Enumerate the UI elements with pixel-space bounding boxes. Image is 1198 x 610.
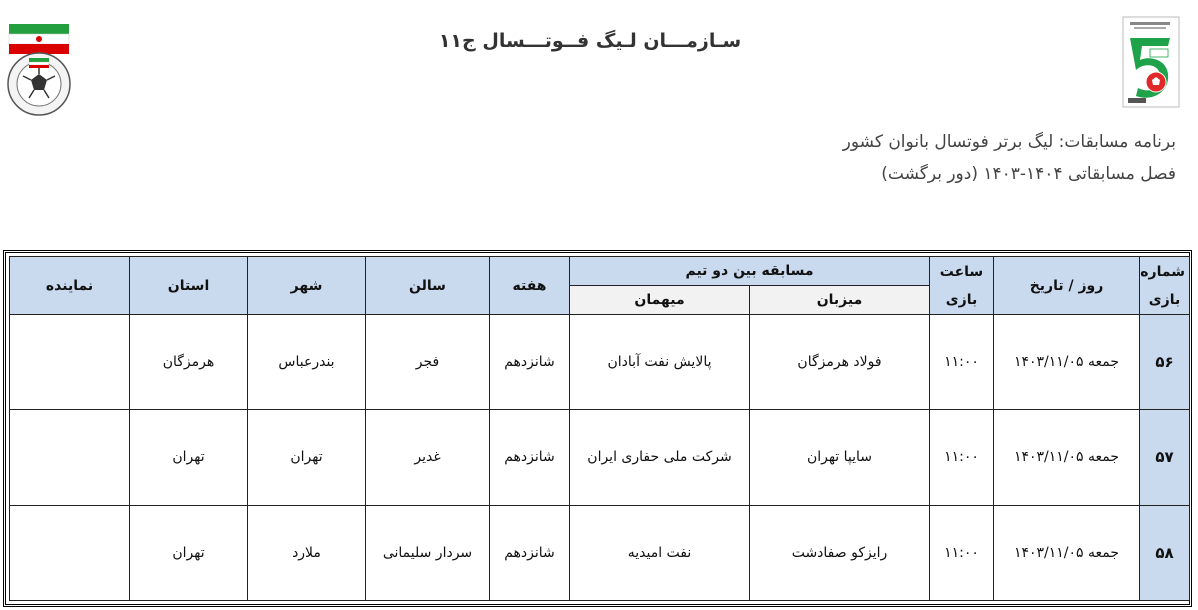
representative [10,505,130,600]
game-date: جمعه ۱۴۰۳/۱۱/۰۵ [994,410,1140,505]
guest-team: شرکت ملی حفاری ایران [570,410,750,505]
hall: سردار سلیمانی [366,505,490,600]
week: شانزدهم [490,505,570,600]
header-match: مسابقه بین دو تیم [570,257,930,286]
header-date: روز / تاریخ [994,257,1140,315]
week: شانزدهم [490,410,570,505]
schedule-frame [3,250,1192,607]
guest-team: نفت امیدیه [570,505,750,600]
header-time: ساعت بازی [930,257,994,315]
header-province: استان [130,257,248,315]
city: تهران [248,410,366,505]
header-host: میزبان [750,286,930,315]
host-team: سایپا تهران [750,410,930,505]
game-time: ۱۱:۰۰ [930,505,994,600]
futsal-league-logo [1122,16,1180,108]
header-representative: نماینده [10,257,130,315]
representative [10,315,130,410]
hall: غدیر [366,410,490,505]
header-hall: سالن [366,257,490,315]
province: هرمزگان [130,315,248,410]
competition-info [843,126,1176,190]
host-team: فولاد هرمزگان [750,315,930,410]
game-number: ۵۸ [1140,505,1190,600]
host-team: رایزکو صفادشت [750,505,930,600]
header-city: شهر [248,257,366,315]
game-number: ۵۶ [1140,315,1190,410]
week: شانزدهم [490,315,570,410]
table-row [10,410,1190,505]
city: بندرعباس [248,315,366,410]
season-info: فصل مسابقاتی ۱۴۰۴-۱۴۰۳ (دور برگشت) [881,164,1176,184]
federation-logo [6,22,72,118]
guest-team: پالایش نفت آبادان [570,315,750,410]
table-row [10,505,1190,600]
game-time: ۱۱:۰۰ [930,410,994,505]
hall: فجر [366,315,490,410]
header-guest: میهمان [570,286,750,315]
city: ملارد [248,505,366,600]
header-game-number: شماره بازی [1140,257,1190,315]
schedule-table [9,256,1190,601]
representative [10,410,130,505]
header-week: هفته [490,257,570,315]
province: تهران [130,410,248,505]
game-number: ۵۷ [1140,410,1190,505]
province: تهران [130,505,248,600]
game-date: جمعه ۱۴۰۳/۱۱/۰۵ [994,315,1140,410]
table-row [10,315,1190,410]
competition-name: برنامه مسابقات: لیگ برتر فوتسال بانوان کشور [842,132,1176,152]
game-time: ۱۱:۰۰ [930,315,994,410]
game-date: جمعه ۱۴۰۳/۱۱/۰۵ [994,505,1140,600]
page-title: سـازمـــان لـیگ فــوتـــسال ج۱۱ [438,30,742,52]
